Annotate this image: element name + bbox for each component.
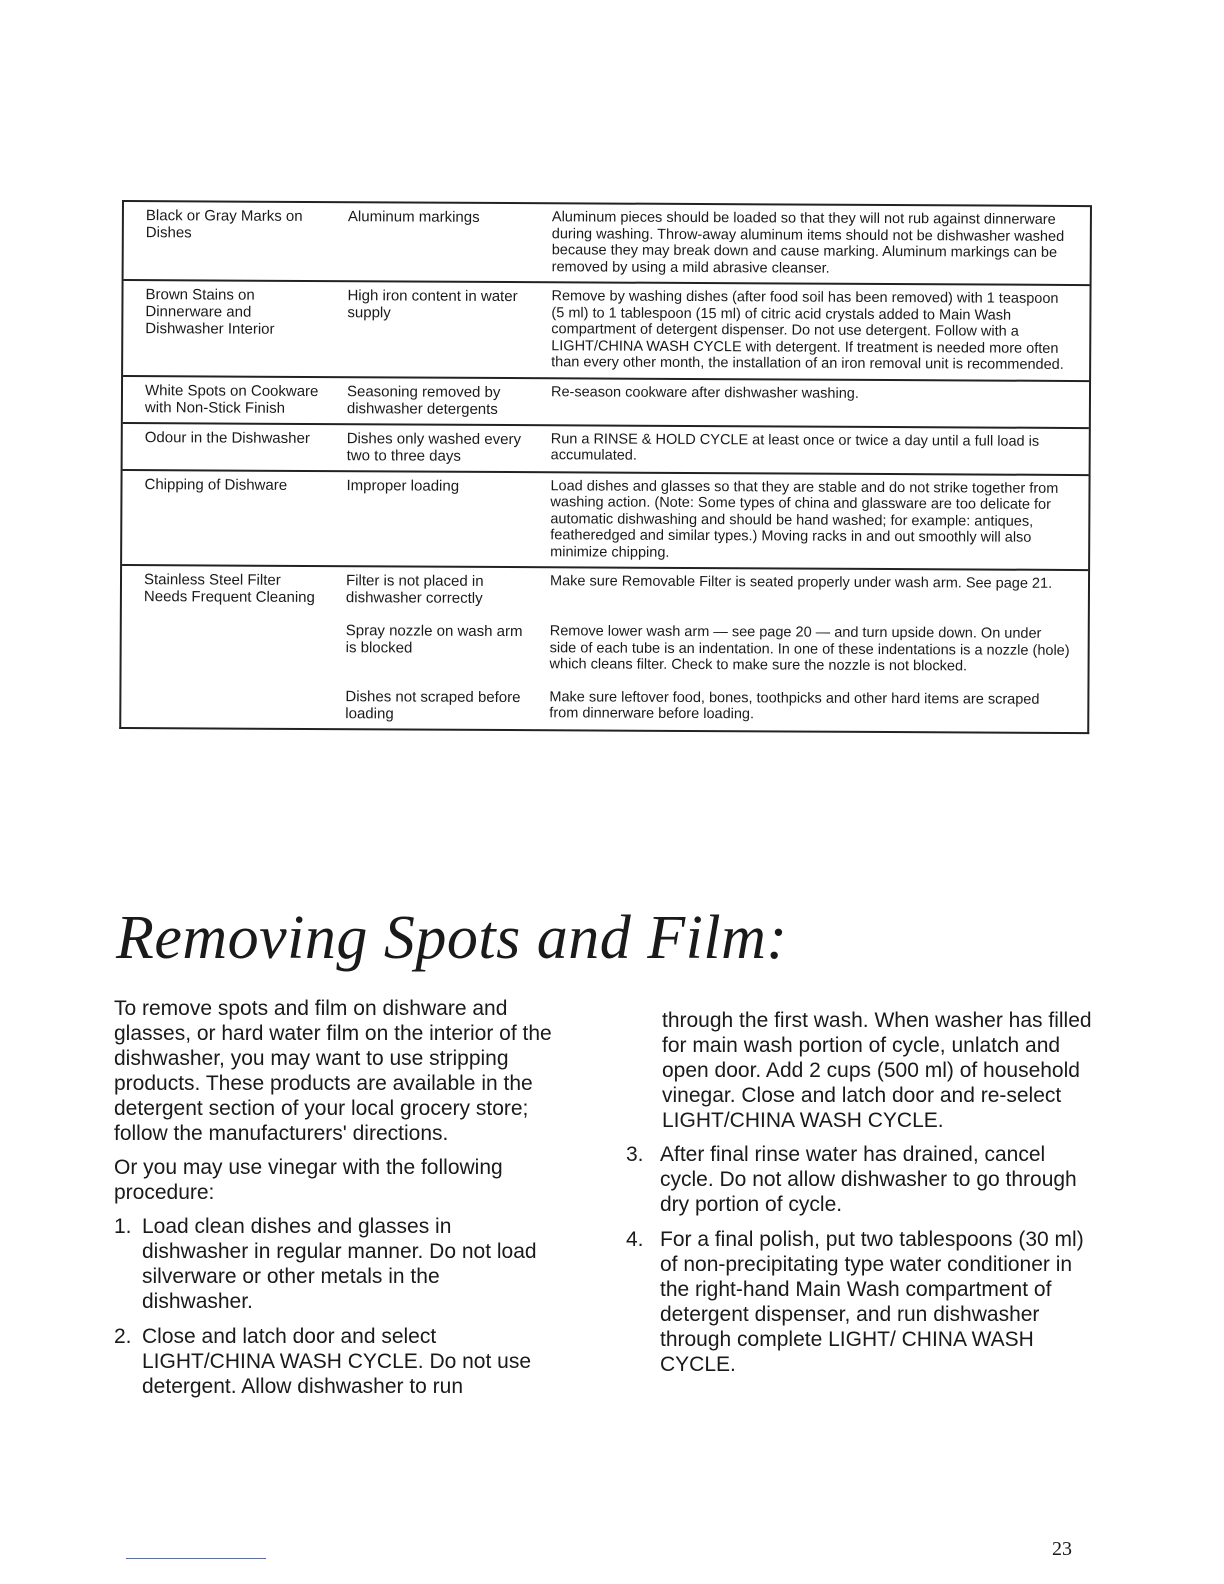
table-row — [122, 469, 1088, 570]
footer-divider — [126, 1558, 266, 1559]
troubleshooting-table — [119, 200, 1092, 734]
table-row — [123, 375, 1089, 427]
vinegar-intro-paragraph: Or you may use vinegar with the following procedure: — [114, 1156, 503, 1204]
problem-cell — [122, 611, 326, 678]
right-column — [626, 1008, 1096, 1387]
cause-cell: Seasoning removed by dishwasher detergents — [346, 382, 501, 418]
list-item — [114, 1324, 554, 1399]
step-text: Load clean dishes and glasses in dishwasher in regular manner. Do not load silverware or other metals in the dishwasher. — [142, 1215, 537, 1313]
left-column — [114, 996, 554, 1409]
section-title: Removing Spots and Film: — [116, 904, 788, 972]
solution-cell: Make sure Removable Filter is seated properly under wash arm. See page 21. — [549, 573, 1053, 592]
solution-cell: Remove lower wash arm — see page 20 — and turn upside down. On under side of each tube is an indentation. In one of these indentations is a nozzle (hole) which cleans filter. Check to make sure the nozzle is not blocked. — [549, 623, 1070, 675]
table-row — [124, 200, 1090, 284]
table-row — [121, 677, 1087, 732]
step-number: 2. — [114, 1325, 132, 1348]
cause-cell: Dishes not scraped before loading — [345, 687, 521, 722]
cause-cell: Improper loading — [346, 476, 460, 495]
cause-cell: High iron content in water supply — [347, 287, 518, 322]
list-item — [626, 1142, 1096, 1217]
solution-cell: Re-season cookware after dishwasher washing. — [550, 383, 859, 402]
problem-cell: Stainless Steel Filter Needs Frequent Cleaning — [143, 571, 315, 607]
solution-cell: Run a RINSE & HOLD CYCLE at least once or twice a day until a full load is accumulated. — [550, 430, 1040, 464]
cause-cell: Filter is not placed in dishwasher correctly — [345, 572, 484, 607]
page-number: 23 — [1052, 1538, 1072, 1560]
problem-cell — [121, 677, 325, 728]
list-item — [114, 1214, 554, 1314]
table-row — [123, 279, 1089, 380]
table-row — [122, 564, 1088, 616]
table-row — [122, 611, 1088, 682]
problem-cell: Odour in the Dishwasher — [144, 428, 310, 447]
cause-cell: Spray nozzle on wash arm is blocked — [345, 622, 523, 657]
problem-cell: White Spots on Cookware with Non-Stick Finish — [144, 381, 319, 417]
step-number: 4. — [626, 1228, 644, 1251]
step-text: For a final polish, put two tablespoons (30 ml) of non-precipitating type water conditioner in the right-hand Main Wash compartment of detergent dispenser, and run dishwasher through complete LIGHT/ CHINA WASH CYCLE. — [660, 1228, 1084, 1376]
cause-cell: Dishes only washed every two to three days — [346, 429, 522, 465]
step-number: 3. — [626, 1143, 644, 1166]
solution-cell: Aluminum pieces should be loaded so that they will not rub against dinnerware during washing. Throw-away aluminum items should not be dishwasher washed because they may break down and cause marking. Aluminum markings can be removed by using a mild abrasive cleanser. — [551, 209, 1065, 277]
solution-cell: Load dishes and glasses so that they are stable and do not strike together from washing action. (Note: Some types of china and glassware are too delicate for automatic dishwashing and should be hand washed; for example: antiques, featheredged and similar types.) Moving racks in and out smoothly will also minimize chipping. — [550, 477, 1059, 561]
cause-cell: Aluminum markings — [347, 208, 480, 226]
intro-paragraph: To remove spots and film on dishware and glasses, or hard water film on the interior of the dishwasher, you may want to use stripping products. These products are available in the detergent section of your local grocery store; follow the manufacturers' directions. — [114, 997, 552, 1145]
list-item — [626, 1227, 1096, 1377]
step-text: After final rinse water has drained, cancel cycle. Do not allow dishwasher to go through dry portion of cycle. — [660, 1143, 1077, 1216]
step-text: Close and latch door and select LIGHT/CHINA WASH CYCLE. Do not use detergent. Allow dishwasher to run — [142, 1325, 532, 1398]
problem-cell: Chipping of Dishware — [144, 475, 288, 494]
solution-cell: Make sure leftover food, bones, toothpicks and other hard items are scraped from dinnerware before loading. — [549, 688, 1040, 723]
step-2-continuation: through the first wash. When washer has filled for main wash portion of cycle, unlatch and open door. Add 2 cups (500 ml) of household vinegar. Close and latch door and re-select LIGHT/CHINA WASH CYCLE. — [662, 1009, 1092, 1132]
table-row — [123, 422, 1089, 474]
problem-cell: Brown Stains on Dinnerware and Dishwasher Interior — [145, 286, 275, 338]
step-number: 1. — [114, 1215, 132, 1238]
problem-cell: Black or Gray Marks on Dishes — [145, 207, 303, 242]
solution-cell: Remove by washing dishes (after food soil has been removed) with 1 teaspoon (5 ml) to 1 tablespoon (15 ml) of citric acid crystals added to Main Wash compartment of detergent dispenser. Do not use detergent. Follow with a LIGHT/CHINA WASH CYCLE with detergent. If treatment is needed more often than every other month, the installation of an iron removal unit is recommended. — [551, 288, 1064, 373]
